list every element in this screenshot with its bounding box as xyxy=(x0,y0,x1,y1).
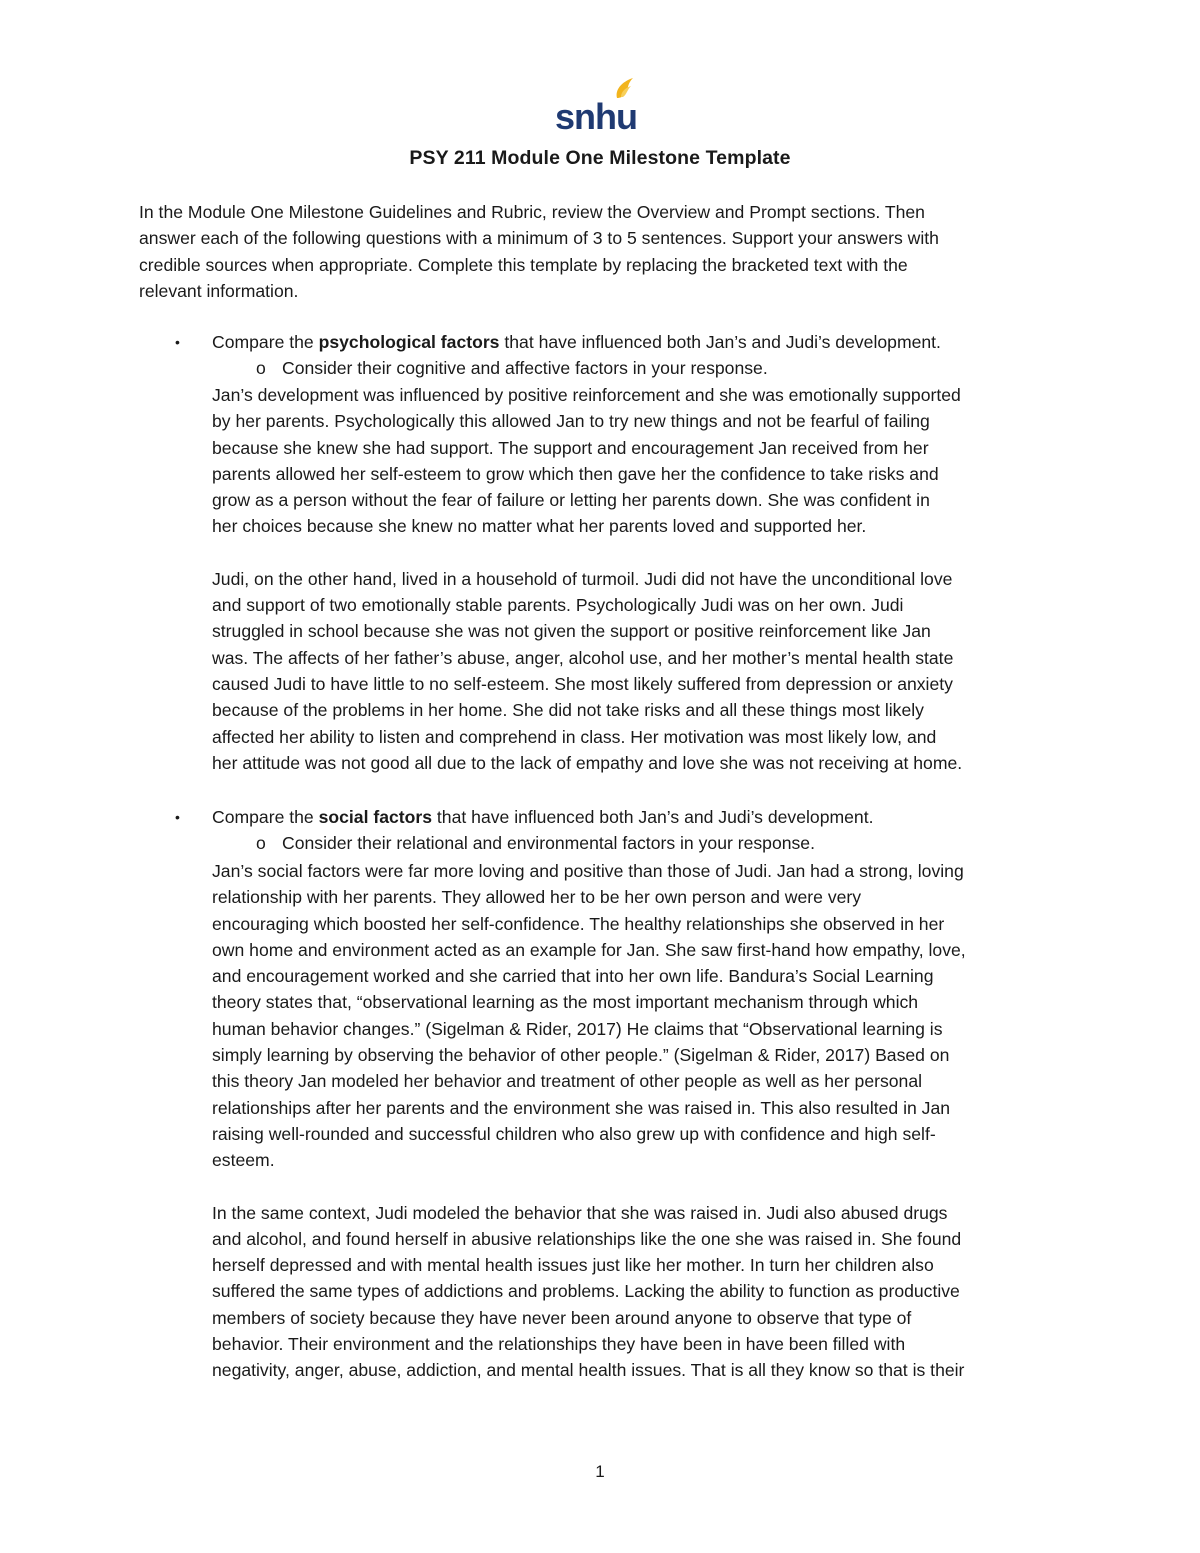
snhu-logo xyxy=(555,76,639,132)
answer-line: In the same context, Judi modeled the behavior that she was raised in. Judi also abused drugs xyxy=(212,1202,948,1223)
social-factors-prompt xyxy=(212,804,1092,830)
answer-line: grow as a person without the fear of failure or letting her parents down. She was confident in xyxy=(212,490,930,511)
answer-line: affected her ability to listen and comprehend in class. Her motivation was most likely low, and xyxy=(212,726,937,747)
intro-paragraph xyxy=(139,199,1079,304)
prompt-text: that have influenced both Jan’s and Judi’s development. xyxy=(432,807,874,827)
answer-paragraph-judi xyxy=(212,566,1072,776)
answer-line: and alcohol, and found herself in abusive relationships like the one she was raised in. She found xyxy=(212,1228,962,1249)
answer-line: behavior. Their environment and the relationships they have been in have been filled with xyxy=(212,1334,906,1355)
prompt-emphasis: social factors xyxy=(318,807,433,827)
answer-line: Jan’s development was influenced by positive reinforcement and she was emotionally supported xyxy=(212,385,961,405)
logo-text: snhu xyxy=(555,96,637,132)
answer-line: because of the problems in her home. She did not take risks and all these things most likely xyxy=(212,700,924,721)
sub-bullet-icon: o xyxy=(256,358,266,378)
answer-paragraph-judi xyxy=(212,1200,1072,1384)
snhu-logo-mark xyxy=(555,76,639,132)
answer-line: Jan’s social factors were far more loving and positive than those of Judi. Jan had a strong, loving xyxy=(212,861,964,881)
answer-line: was. The affects of her father’s abuse, anger, alcohol use, and her mother’s mental health state xyxy=(212,647,954,668)
answer-paragraph-jan xyxy=(212,382,1072,540)
answer-line: esteem. xyxy=(212,1150,275,1171)
intro-line: relevant information. xyxy=(139,280,299,301)
answer-line: struggled in school because she was not given the support or positive reinforcement like Jan xyxy=(212,621,931,642)
answer-line: raising well-rounded and successful children who also grew up with confidence and high self- xyxy=(212,1123,936,1144)
answer-line: because she knew she had support. The support and encouragement Jan received from her xyxy=(212,437,929,458)
psychological-factors-prompt xyxy=(212,329,1092,355)
psychological-factors-answer xyxy=(212,382,1072,802)
answer-line: theory states that, “observational learning as the most important mechanism through which xyxy=(212,992,919,1013)
answer-line: relationships after her parents and the environment she was raised in. This also resulted in Jan xyxy=(212,1097,951,1118)
answer-line: caused Judi to have little to no self-esteem. She most likely suffered from depression or anxiety xyxy=(212,673,953,694)
page-number: 1 xyxy=(595,1462,605,1481)
answer-line: suffered the same types of addictions and problems. Lacking the ability to function as productive xyxy=(212,1281,960,1302)
social-factors-answer xyxy=(212,858,1072,1410)
answer-line: members of society because they have never been around anyone to observe that type of xyxy=(212,1307,912,1328)
intro-line: credible sources when appropriate. Complete this template by replacing the bracketed text with the xyxy=(139,254,908,275)
answer-line: this theory Jan modeled her behavior and treatment of other people as well as her personal xyxy=(212,1071,923,1092)
answer-line: encouraging which boosted her self-confidence. The healthy relationships she observed in her xyxy=(212,913,945,934)
social-sub-prompt: Consider their relational and environmental factors in your response. xyxy=(282,833,815,853)
prompt-text: Compare the xyxy=(212,807,319,827)
answer-paragraph-jan xyxy=(212,858,1072,1174)
answer-line: own home and environment acted as an example for Jan. She saw first-hand how empathy, love, xyxy=(212,939,966,960)
answer-line: negativity, anger, abuse, addiction, and mental health issues. That is all they know so that is their xyxy=(212,1360,965,1381)
answer-line: relationship with her parents. They allowed her to be her own person and were very xyxy=(212,887,862,908)
prompt-text: that have influenced both Jan’s and Judi’s development. xyxy=(499,332,941,352)
answer-line: by her parents. Psychologically this allowed Jan to try new things and not be fearful of failing xyxy=(212,411,930,432)
intro-line: answer each of the following questions with a minimum of 3 to 5 sentences. Support your answers with xyxy=(139,228,939,249)
sub-bullet-icon: o xyxy=(256,833,266,853)
answer-line: and encouragement worked and she carried that into her own life. Bandura’s Social Learning xyxy=(212,966,934,987)
answer-line: human behavior changes.” (Sigelman & Rider, 2017) He claims that “Observational learning is xyxy=(212,1018,943,1039)
answer-line: herself depressed and with mental health issues just like her mother. In turn her children also xyxy=(212,1255,934,1276)
prompt-emphasis: psychological factors xyxy=(318,332,500,352)
answer-line: simply learning by observing the behavior of other people.” (Sigelman & Rider, 2017) Based on xyxy=(212,1045,950,1066)
bullet-icon: • xyxy=(175,334,180,350)
answer-line: her choices because she knew no matter what her parents loved and supported her. xyxy=(212,516,867,537)
answer-line: parents allowed her self-esteem to grow which then gave her the confidence to take risks and xyxy=(212,463,939,484)
page-title: PSY 211 Module One Milestone Template xyxy=(409,147,791,169)
bullet-icon: • xyxy=(175,809,180,825)
psychological-sub-prompt: Consider their cognitive and affective factors in your response. xyxy=(282,358,768,378)
answer-line: Judi, on the other hand, lived in a household of turmoil. Judi did not have the unconditional love xyxy=(212,568,953,589)
answer-line: and support of two emotionally stable parents. Psychologically Judi was on her own. Judi xyxy=(212,595,904,616)
intro-line: In the Module One Milestone Guidelines and Rubric, review the Overview and Prompt sections. Then xyxy=(139,202,925,222)
prompt-text: Compare the xyxy=(212,332,319,352)
answer-line: her attitude was not good all due to the lack of empathy and love she was not receiving at home. xyxy=(212,752,963,773)
